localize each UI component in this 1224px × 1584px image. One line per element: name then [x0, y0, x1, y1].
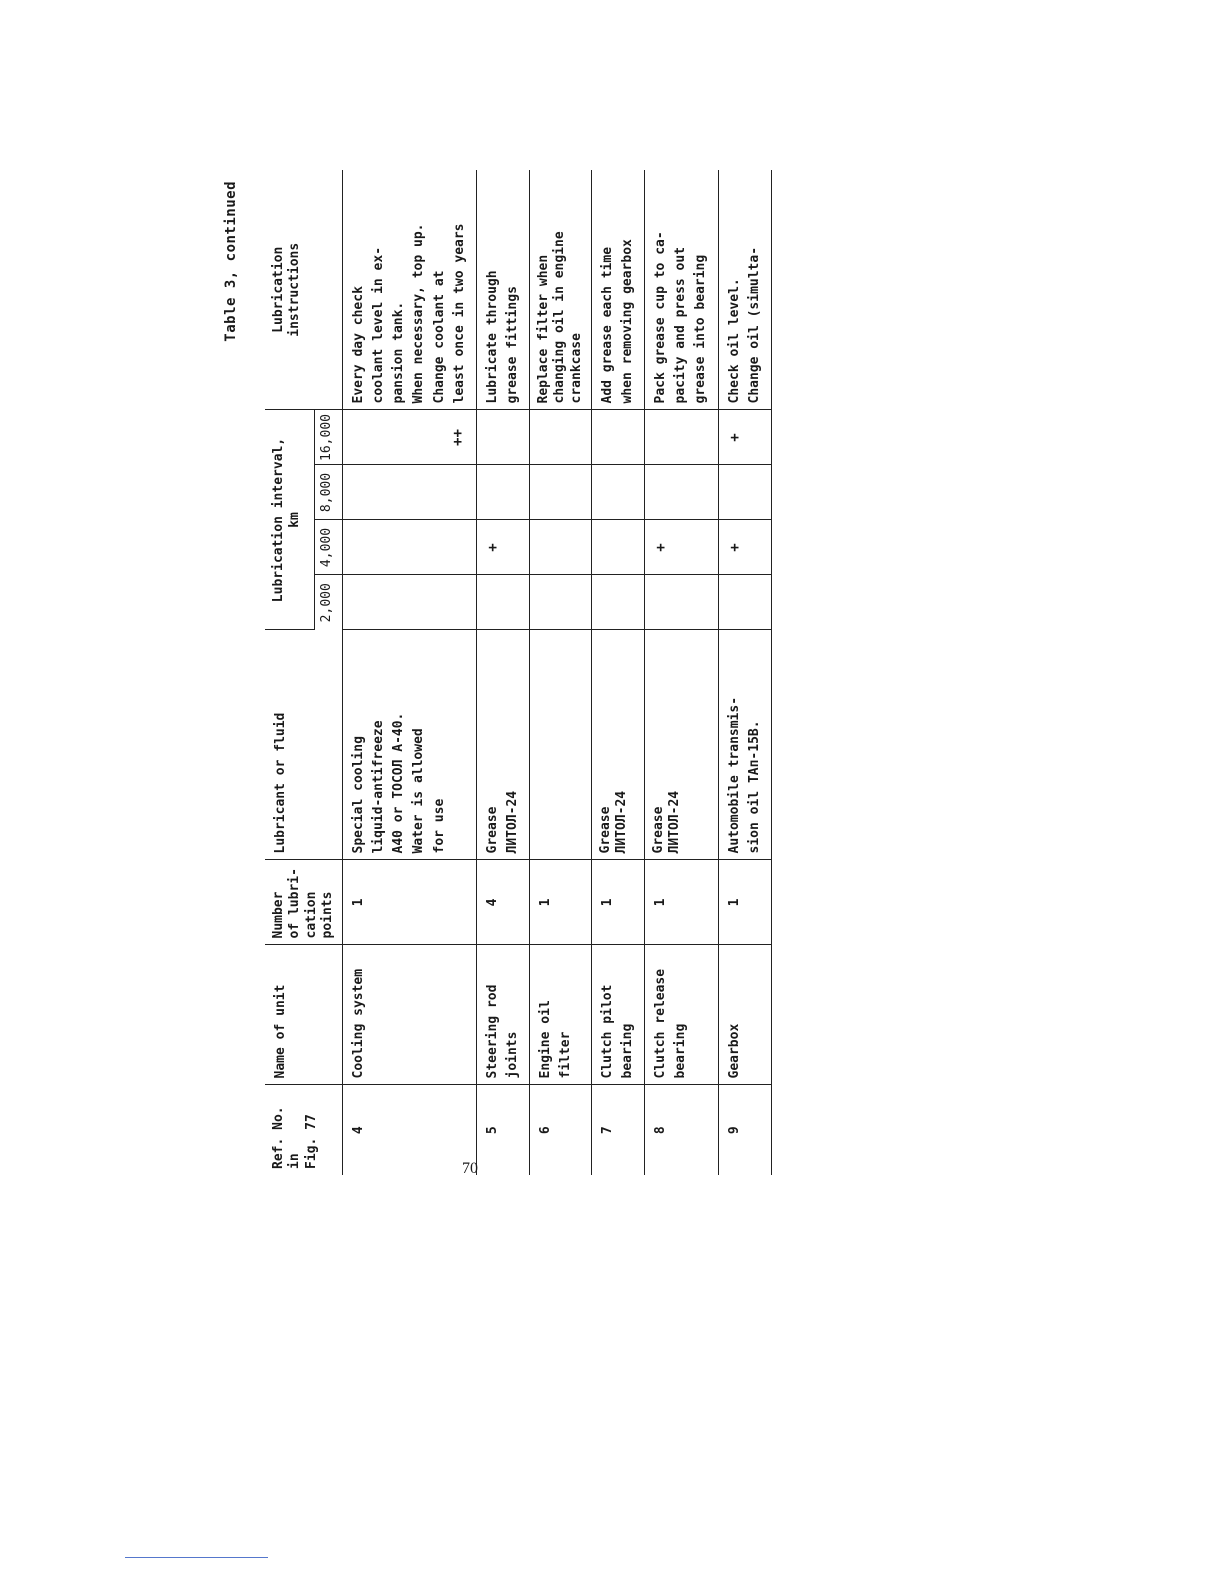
row-ref: 7: [591, 1085, 644, 1175]
header-interval-2000: 2,000: [315, 575, 343, 630]
row-mark-4000: +: [718, 520, 771, 575]
row-instructions: Add grease each time when removing gearbox: [591, 170, 644, 410]
row-ref: 8: [645, 1085, 718, 1175]
row-mark-16000: [530, 410, 592, 465]
row-instructions: Pack grease cup to ca- pacity and press out grease into bearing: [645, 170, 718, 410]
table-row: [530, 170, 592, 1175]
row-unit: Gearbox: [718, 945, 771, 1085]
header-interval-8000: 8,000: [315, 465, 343, 520]
row-unit: Steering rod joints: [476, 945, 529, 1085]
row-mark-2000: [591, 575, 644, 630]
row-mark-16000: [476, 410, 529, 465]
row-mark-2000: [343, 575, 477, 630]
table-row: [645, 170, 718, 1175]
row-points: 1: [718, 860, 771, 945]
table-caption: Table 3, continued: [223, 181, 239, 342]
header-ref-no: Ref. No. in Fig. 77: [265, 1085, 343, 1175]
row-ref: 4: [343, 1085, 477, 1175]
lubrication-table: [265, 170, 772, 1175]
row-unit: Clutch release bearing: [645, 945, 718, 1085]
row-mark-8000: [530, 465, 592, 520]
row-lubricant: Automobile transmis- sion oil TAп-15B.: [718, 630, 771, 860]
row-points: 1: [530, 860, 592, 945]
page-number: 70: [462, 1160, 478, 1177]
rotated-table-sheet: [215, 155, 805, 1175]
row-ref: 9: [718, 1085, 771, 1175]
header-points: Number of lubri- cation points: [265, 860, 343, 945]
header-interval-4000: 4,000: [315, 520, 343, 575]
row-instructions: Check oil level. Change oil (simulta-: [718, 170, 771, 410]
row-lubricant: Grease ЛИТОЛ-24: [476, 630, 529, 860]
row-mark-8000: [718, 465, 771, 520]
row-ref: 5: [476, 1085, 529, 1175]
table-row: [718, 170, 771, 1175]
row-mark-16000: +: [718, 410, 771, 465]
header-unit-name: Name of unit: [265, 945, 343, 1085]
header-interval-16000: 16,000: [315, 410, 343, 465]
row-mark-2000: [530, 575, 592, 630]
row-mark-8000: [476, 465, 529, 520]
row-mark-8000: [343, 465, 477, 520]
row-mark-16000: [645, 410, 718, 465]
header-interval-group: Lubrication interval, km: [265, 410, 315, 630]
table-row: [591, 170, 644, 1175]
row-lubricant: Grease ЛИТОЛ-24: [645, 630, 718, 860]
row-mark-8000: [645, 465, 718, 520]
row-lubricant: Special cooling liquid-antifreeze A40 or TOCOЛ A-40. Water is allowed for use: [343, 630, 477, 860]
header-instructions: Lubrication instructions: [265, 170, 343, 410]
row-points: 1: [343, 860, 477, 945]
row-unit: Cooling system: [343, 945, 477, 1085]
table-header: [265, 170, 343, 1175]
table-row: [343, 170, 477, 1175]
row-mark-4000: [591, 520, 644, 575]
row-lubricant: Grease ЛИТОЛ-24: [591, 630, 644, 860]
row-unit: Engine oil filter: [530, 945, 592, 1085]
row-mark-2000: [645, 575, 718, 630]
row-mark-4000: +: [476, 520, 529, 575]
row-ref: 6: [530, 1085, 592, 1175]
table-body: [343, 170, 772, 1175]
row-instructions: Replace filter when changing oil in engine crankcase: [530, 170, 592, 410]
row-mark-4000: [343, 520, 477, 575]
footer-rule: [125, 1557, 268, 1558]
table-row: [476, 170, 529, 1175]
row-mark-2000: [476, 575, 529, 630]
row-instructions: Every day check coolant level in ex- pansion tank. When necessary, top up. Change coolant at least once in two years: [343, 170, 477, 410]
row-mark-2000: [718, 575, 771, 630]
row-mark-4000: [530, 520, 592, 575]
row-lubricant: [530, 630, 592, 860]
row-points: 1: [645, 860, 718, 945]
row-points: 4: [476, 860, 529, 945]
row-mark-8000: [591, 465, 644, 520]
header-lubricant: Lubricant or fluid: [265, 630, 343, 860]
row-mark-4000: +: [645, 520, 718, 575]
row-instructions: Lubricate through grease fittings: [476, 170, 529, 410]
row-points: 1: [591, 860, 644, 945]
row-mark-16000: [591, 410, 644, 465]
row-unit: Clutch pilot bearing: [591, 945, 644, 1085]
row-mark-16000: ++: [343, 410, 477, 465]
